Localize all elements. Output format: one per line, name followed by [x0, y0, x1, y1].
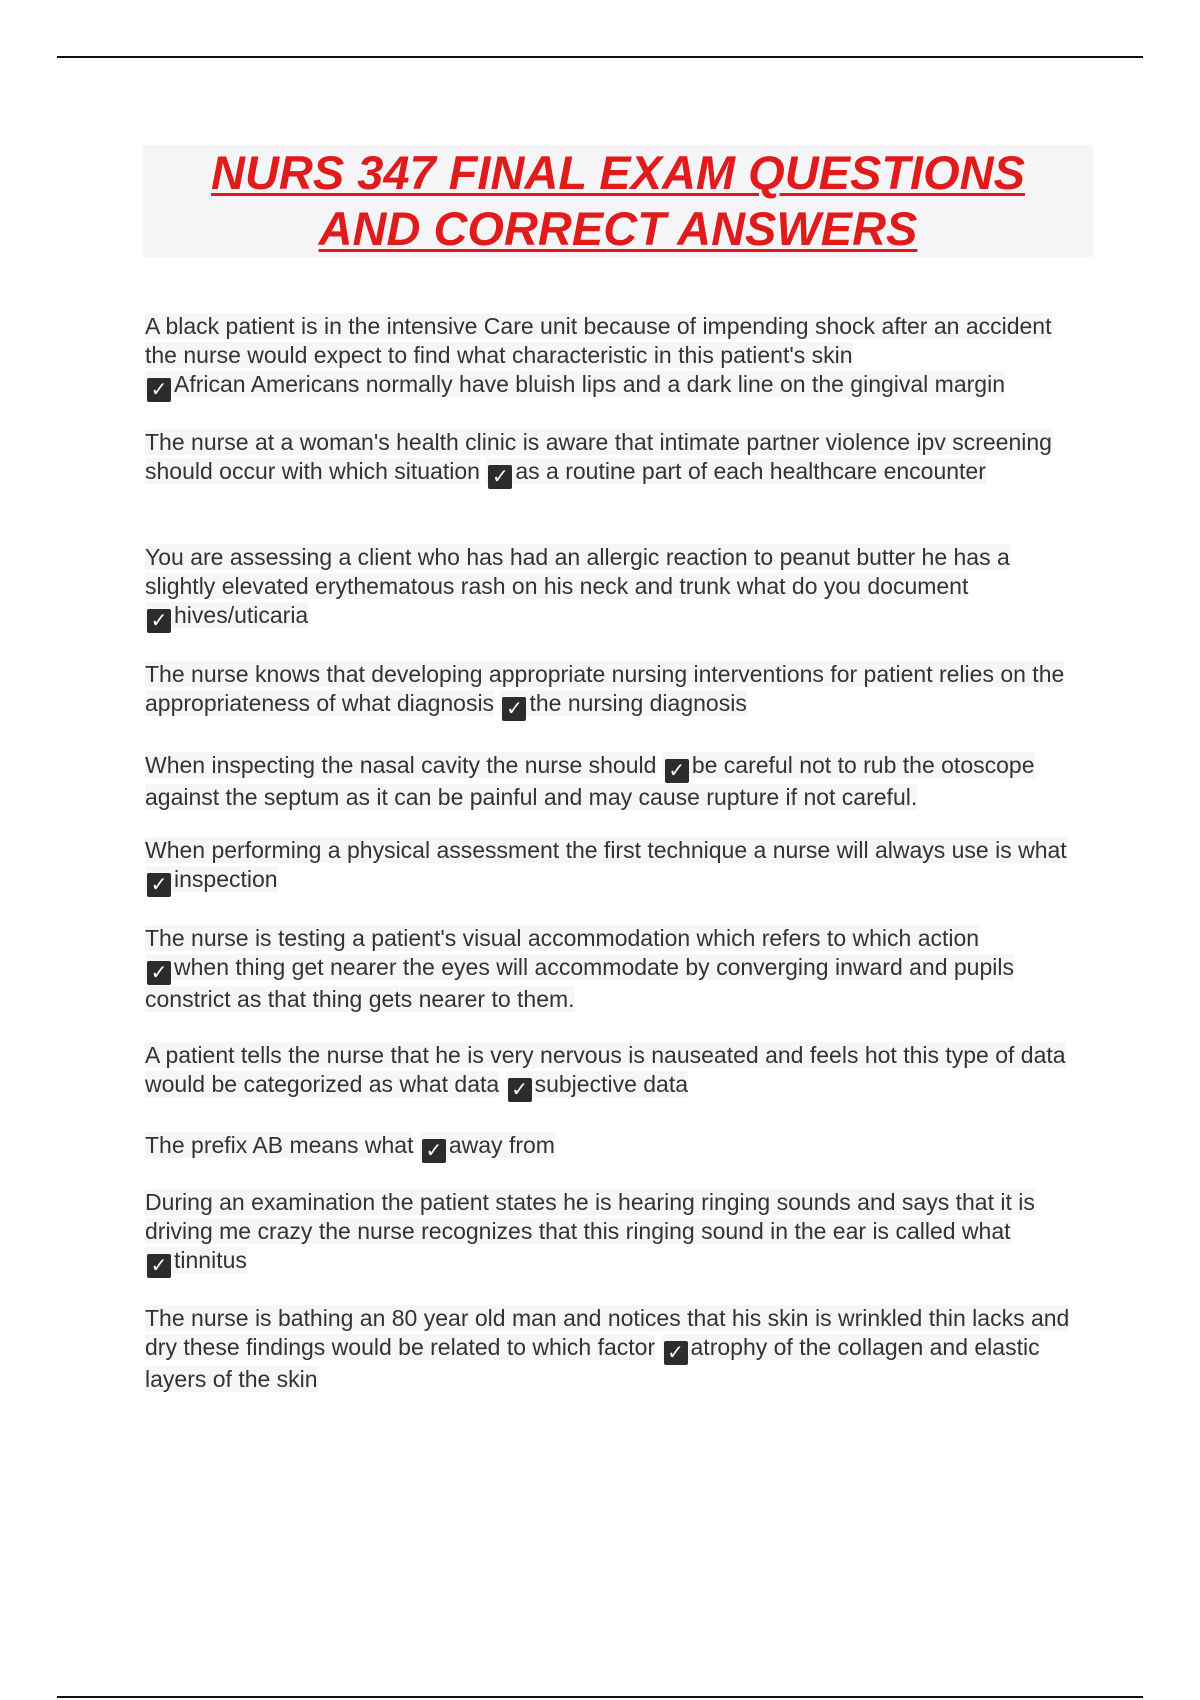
answer-text: away from — [448, 1132, 555, 1158]
question-text: A black patient is in the intensive Care unit because of impending shock after an accident the nurse would expect to find what characteristic in this patient's skin — [145, 313, 1052, 368]
check-box-icon: ✓ — [502, 697, 526, 721]
bottom-rule — [57, 1696, 1143, 1698]
answer-text: inspection — [174, 866, 278, 892]
check-box-icon: ✓ — [508, 1078, 532, 1102]
check-box-icon: ✓ — [147, 961, 171, 985]
qa-item-8 — [145, 1041, 1085, 1102]
answer-text: be careful not to rub the otoscope against the septum as it can be painful and may cause rupture if not careful. — [145, 752, 1035, 810]
check-box-icon: ✓ — [665, 759, 689, 783]
question-text: The nurse knows that developing appropriate nursing interventions for patient relies on the appropriateness of what diagnosis — [145, 661, 1065, 716]
question-text: The nurse at a woman's health clinic is aware that intimate partner violence ipv screening should occur with which situation — [145, 429, 1052, 484]
title-banner — [143, 145, 1093, 257]
question-text: When performing a physical assessment the first technique a nurse will always use is what — [145, 837, 1067, 863]
question-text: During an examination the patient states he is hearing ringing sounds and says that it is driving me crazy the nurse recognizes that this ringing sound in the ear is called what — [145, 1189, 1035, 1244]
check-box-icon: ✓ — [147, 873, 171, 897]
question-text: The prefix AB means what — [145, 1132, 414, 1158]
question-text: When inspecting the nasal cavity the nurse should — [145, 752, 657, 778]
answer-text: atrophy of the collagen and elastic layers of the skin — [145, 1334, 1040, 1392]
check-box-icon: ✓ — [147, 378, 171, 402]
check-box-icon: ✓ — [488, 465, 512, 489]
qa-item-9 — [145, 1131, 1085, 1163]
question-text: The nurse is testing a patient's visual accommodation which refers to which action — [145, 925, 980, 951]
answer-text: the nursing diagnosis — [529, 690, 747, 716]
qa-item-1 — [145, 312, 1085, 402]
answer-text: subjective data — [534, 1071, 689, 1097]
top-rule — [57, 56, 1143, 58]
answer-text: hives/uticaria — [174, 602, 309, 628]
qa-item-5 — [145, 751, 1085, 812]
question-text: A patient tells the nurse that he is very nervous is nauseated and feels hot this type of data would be categorized as what data — [145, 1042, 1066, 1097]
qa-item-4 — [145, 660, 1085, 721]
answer-text: tinnitus — [174, 1247, 247, 1273]
qa-item-6 — [145, 836, 1085, 897]
check-box-icon: ✓ — [422, 1139, 446, 1163]
title-line-1: NURS 347 FINAL EXAM QUESTIONS — [211, 146, 1025, 199]
qa-item-11 — [145, 1304, 1085, 1394]
qa-item-7 — [145, 924, 1085, 1014]
question-text: The nurse is bathing an 80 year old man and notices that his skin is wrinkled thin lacks and dry these findings would be related to which factor — [145, 1305, 1070, 1360]
question-text: You are assessing a client who has had an allergic reaction to peanut butter he has a slightly elevated erythematous rash on his neck and trunk what do you document — [145, 544, 1010, 599]
check-box-icon: ✓ — [147, 1254, 171, 1278]
qa-item-2 — [145, 428, 1085, 489]
check-box-icon: ✓ — [664, 1341, 688, 1365]
qa-item-3 — [145, 543, 1085, 633]
title-line-2: AND CORRECT ANSWERS — [318, 202, 918, 255]
qa-item-10 — [145, 1188, 1085, 1278]
answer-text: African Americans normally have bluish lips and a dark line on the gingival margin — [174, 371, 1005, 397]
answer-text: when thing get nearer the eyes will accommodate by converging inward and pupils constrict as that thing gets nearer to them. — [145, 954, 1014, 1012]
check-box-icon: ✓ — [147, 609, 171, 633]
answer-text: as a routine part of each healthcare encounter — [515, 458, 986, 484]
